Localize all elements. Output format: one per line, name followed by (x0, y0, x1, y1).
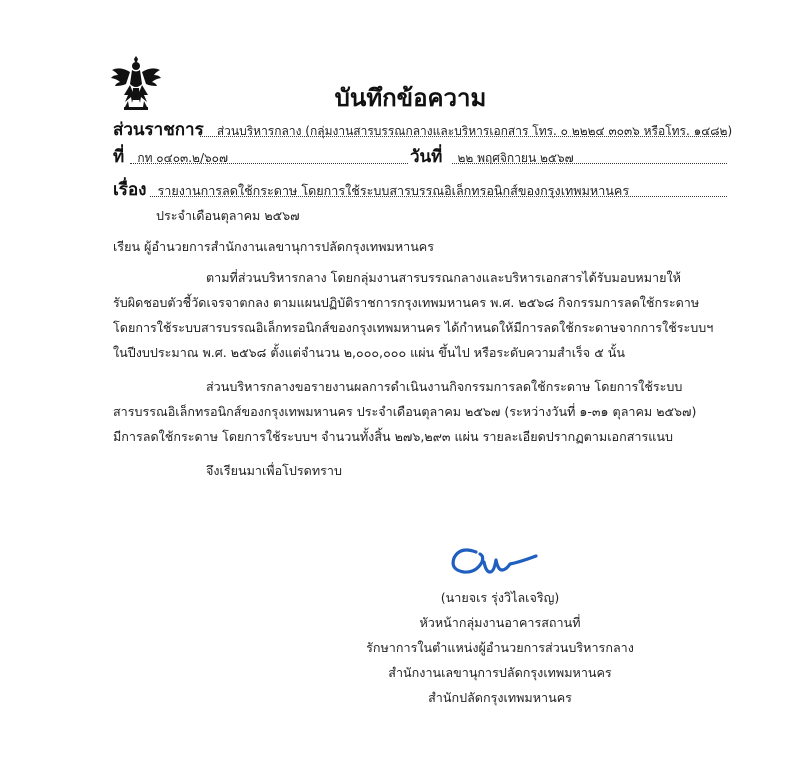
closing-text: จึงเรียนมาเพื่อโปรดทราบ (206, 463, 342, 478)
para1-line-2: รับผิดชอบตัวชี้วัดเจรจาตกลง ตามแผนปฏิบัติราชการกรุงเทพมหานคร พ.ศ. ๒๕๖๘ กิจกรรมการลดใช้กระดาษ (113, 295, 700, 310)
signer-name: (นายจเร รุ่งวิไลเจริญ) (440, 590, 560, 605)
signer-position-1: หัวหน้ากลุ่มงานอาคารสถานที่ (419, 615, 581, 630)
signer-position-2: รักษาการในตำแหน่งผู้อำนวยการส่วนบริหารกลาง (366, 640, 634, 655)
ref-underline (130, 163, 408, 164)
subject-label: เรื่อง (113, 180, 147, 200)
para1-line-4: ในปีงบประมาณ พ.ศ. ๒๕๖๘ ตั้งแต่จำนวน ๒,๐๐๐,๐๐๐ แผ่น ขึ้นไป หรือระดับความสำเร็จ ๕ นั้น (113, 345, 625, 360)
salutation: เรียน ผู้อำนวยการสำนักงานเลขานุการปลัดกรุงเทพมหานคร (113, 239, 434, 254)
signature-icon (446, 540, 556, 580)
ref-row (113, 143, 228, 170)
para2-line-2: สารบรรณอิเล็กทรอนิกส์ของกรุงเทพมหานคร ประจำเดือนตุลาคม ๒๕๖๗ (ระหว่างวันที่ ๑-๓๑ ตุลาคม ๒๕๖๗) (113, 404, 697, 419)
date-row (410, 143, 574, 170)
subject-line-2: ประจำเดือนตุลาคม ๒๕๖๗ (156, 208, 300, 223)
date-value: ๒๒ พฤศจิกายน ๒๕๖๗ (457, 151, 574, 165)
signer-office-1: สำนักงานเลขานุการปลัดกรุงเทพมหานคร (388, 665, 612, 680)
para2-line-1: ส่วนบริหารกลางขอรายงานผลการดำเนินงานกิจกรรมการลดใช้กระดาษ โดยการใช้ระบบ (206, 379, 683, 394)
subject-underline (150, 196, 727, 197)
date-label: วันที่ (410, 147, 443, 167)
subject-row (113, 176, 629, 203)
para1-line-3: โดยการใช้ระบบสารบรรณอิเล็กทรอนิกส์ของกรุงเทพมหานคร ได้กำหนดให้มีการลดใช้กระดาษจากการใช้ระบบฯ (113, 320, 714, 335)
signer-office-2: สำนักปลัดกรุงเทพมหานคร (428, 690, 572, 705)
agency-underline (200, 136, 727, 137)
memo-title: บันทึกข้อความ (334, 84, 487, 112)
date-underline (452, 163, 727, 164)
agency-row (113, 116, 732, 143)
para1-line-1: ตามที่ส่วนบริหารกลาง โดยกลุ่มงานสารบรรณกลางและบริหารเอกสารได้รับมอบหมายให้ (206, 270, 681, 285)
agency-value: ส่วนบริหารกลาง (กลุ่มงานสารบรรณกลางและบริหารเอกสาร โทร. ๐ ๒๒๒๔ ๓๐๓๖ หรือโทร. ๑๔๘๒) (216, 124, 733, 138)
subject-line-1: รายงานการลดใช้กระดาษ โดยการใช้ระบบสารบรรณอิเล็กทรอนิกส์ของกรุงเทพมหานคร (157, 183, 630, 198)
agency-label: ส่วนราชการ (113, 120, 204, 140)
para2-line-3: มีการลดใช้กระดาษ โดยการใช้ระบบฯ จำนวนทั้งสิ้น ๒๗๖,๒๙๓ แผ่น รายละเอียดปรากฏตามเอกสารแนบ (113, 429, 673, 444)
ref-value: กท ๐๔๐๓.๒/๖๐๗ (137, 151, 228, 165)
ref-label: ที่ (113, 147, 125, 167)
